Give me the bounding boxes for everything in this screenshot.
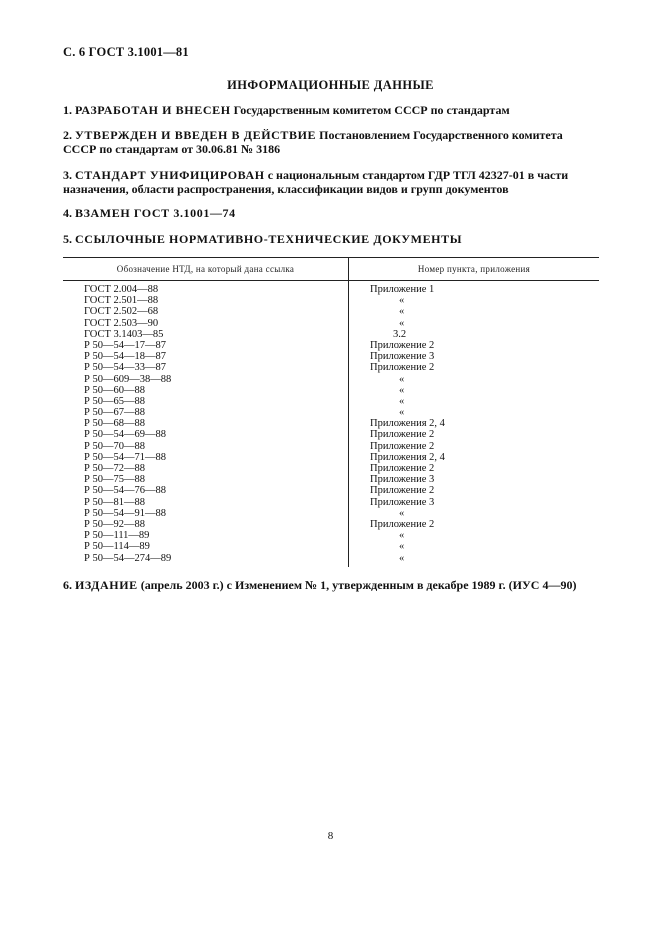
item-lead: УТВЕРЖДЕН И ВВЕДЕН В ДЕЙСТВИЕ — [75, 128, 317, 142]
clause-reference: « — [399, 384, 405, 396]
table-row — [63, 541, 599, 552]
ntd-designation: ГОСТ 2.502—68 — [84, 306, 159, 318]
clause-reference: « — [399, 407, 405, 419]
table-row — [63, 385, 599, 396]
table-row — [63, 329, 599, 340]
clause-reference: Приложение 3 — [370, 496, 435, 508]
table-row — [63, 374, 599, 385]
ntd-designation: Р 50—114—89 — [84, 541, 150, 553]
table-header-clause: Номер пункта, приложения — [417, 264, 531, 274]
clause-reference: « — [399, 306, 405, 318]
info-item-2 — [63, 129, 598, 156]
info-item-4 — [63, 207, 598, 221]
ntd-designation: ГОСТ 2.503—90 — [84, 317, 159, 329]
table-row — [63, 508, 599, 519]
item-number: 2. — [63, 128, 72, 142]
table-row — [63, 463, 599, 474]
ntd-designation: Р 50—65—88 — [84, 395, 145, 407]
ntd-designation: Р 50—70—88 — [84, 440, 145, 452]
table-row — [63, 295, 599, 306]
ntd-designation: Р 50—60—88 — [84, 384, 145, 396]
info-item-6 — [63, 579, 598, 593]
table-row — [63, 351, 599, 362]
clause-reference: Приложения 2, 4 — [370, 418, 445, 430]
table-row — [63, 396, 599, 407]
table-row — [63, 452, 599, 463]
clause-reference: Приложение 2 — [370, 440, 435, 452]
table-row — [63, 474, 599, 485]
ntd-designation: Р 50—54—33—87 — [84, 362, 166, 374]
clause-reference: « — [399, 295, 405, 307]
table-top-rule — [63, 257, 599, 258]
table-row — [63, 284, 599, 295]
clause-reference: Приложение 2 — [370, 485, 435, 497]
ntd-designation: Р 50—54—69—88 — [84, 429, 166, 441]
item-text: (апрель 2003 г.) с Изменением № 1, утвержденным в декабре 1989 г. (ИУС 4—90) — [137, 578, 577, 592]
info-item-1 — [63, 104, 598, 118]
table-row — [63, 519, 599, 530]
page-header: С. 6 ГОСТ 3.1001—81 — [63, 45, 189, 59]
info-item-3 — [63, 169, 598, 196]
info-item-5 — [63, 233, 598, 247]
item-lead: СТАНДАРТ УНИФИЦИРОВАН — [75, 168, 265, 182]
clause-reference: Приложения 2, 4 — [370, 451, 445, 463]
clause-reference: « — [399, 395, 405, 407]
clause-reference: Приложение 1 — [370, 284, 435, 295]
table-row — [63, 553, 599, 564]
item-lead: РАЗРАБОТАН И ВНЕСЕН — [75, 103, 231, 117]
table-row — [63, 318, 599, 329]
ntd-designation: Р 50—92—88 — [84, 518, 145, 530]
table-row — [63, 407, 599, 418]
table-row — [63, 362, 599, 373]
item-text: Постановлением Государственного комитета СССР по стандартам от 30.06.81 № 3186 — [63, 128, 563, 156]
ntd-designation: ГОСТ 3.1403—85 — [84, 328, 164, 340]
clause-reference: Приложение 2 — [370, 339, 435, 351]
ntd-designation: Р 50—72—88 — [84, 463, 145, 474]
ntd-designation: ГОСТ 2.004—88 — [84, 284, 159, 295]
clause-reference: 3.2 — [393, 328, 407, 340]
ntd-designation: Р 50—54—17—87 — [84, 339, 166, 351]
ntd-designation: Р 50—54—91—88 — [84, 507, 166, 519]
clause-reference: « — [399, 541, 405, 553]
item-text: Государственным комитетом СССР по стандартам — [230, 103, 510, 117]
table-row — [63, 485, 599, 496]
clause-reference: « — [399, 507, 405, 519]
ntd-designation: Р 50—54—76—88 — [84, 485, 166, 497]
reference-table — [63, 257, 599, 569]
item-lead: ВЗАМЕН ГОСТ 3.1001—74 — [75, 206, 236, 220]
ntd-designation: Р 50—54—71—88 — [84, 451, 166, 463]
clause-reference: Приложение 3 — [370, 351, 435, 363]
ntd-designation: Р 50—67—88 — [84, 407, 145, 419]
ntd-designation: Р 50—54—274—89 — [84, 552, 172, 564]
table-row — [63, 441, 599, 452]
clause-reference: « — [399, 373, 405, 385]
clause-reference: Приложение 2 — [370, 362, 435, 374]
item-text: с национальным стандартом ГДР ТГЛ 42327-01 в части назначения, области распространения, классификации видов и групп документов — [63, 168, 569, 196]
ntd-designation: Р 50—609—38—88 — [84, 373, 172, 385]
table-row — [63, 429, 599, 440]
ntd-designation: Р 50—111—89 — [84, 530, 150, 542]
item-number: 5. — [63, 232, 72, 246]
clause-reference: Приложение 2 — [370, 429, 435, 441]
ntd-designation: Р 50—54—18—87 — [84, 351, 166, 363]
table-row — [63, 418, 599, 429]
clause-reference: « — [399, 317, 405, 329]
ntd-designation: ГОСТ 2.501—88 — [84, 295, 159, 307]
page-number: 8 — [327, 830, 334, 842]
table-row — [63, 530, 599, 541]
table-row — [63, 306, 599, 317]
clause-reference: Приложение 2 — [370, 463, 435, 474]
table-body — [63, 284, 599, 564]
item-number: 3. — [63, 168, 72, 182]
item-number: 6. — [63, 578, 72, 592]
section-title: ИНФОРМАЦИОННЫЕ ДАННЫЕ — [227, 78, 434, 92]
item-number: 1. — [63, 103, 72, 117]
table-header-rule — [63, 280, 599, 281]
clause-reference: Приложение 3 — [370, 474, 435, 486]
table-row — [63, 340, 599, 351]
item-number: 4. — [63, 206, 72, 220]
table-header-designation: Обозначение НТД, на который дана ссылка — [116, 264, 295, 274]
ntd-designation: Р 50—68—88 — [84, 418, 145, 430]
ntd-designation: Р 50—81—88 — [84, 496, 145, 508]
item-lead: ССЫЛОЧНЫЕ НОРМАТИВНО-ТЕХНИЧЕСКИЕ ДОКУМЕНТЫ — [75, 232, 463, 246]
ntd-designation: Р 50—75—88 — [84, 474, 145, 486]
item-lead: ИЗДАНИЕ — [75, 578, 138, 592]
clause-reference: « — [399, 530, 405, 542]
table-row — [63, 497, 599, 508]
clause-reference: « — [399, 552, 405, 564]
clause-reference: Приложение 2 — [370, 518, 435, 530]
